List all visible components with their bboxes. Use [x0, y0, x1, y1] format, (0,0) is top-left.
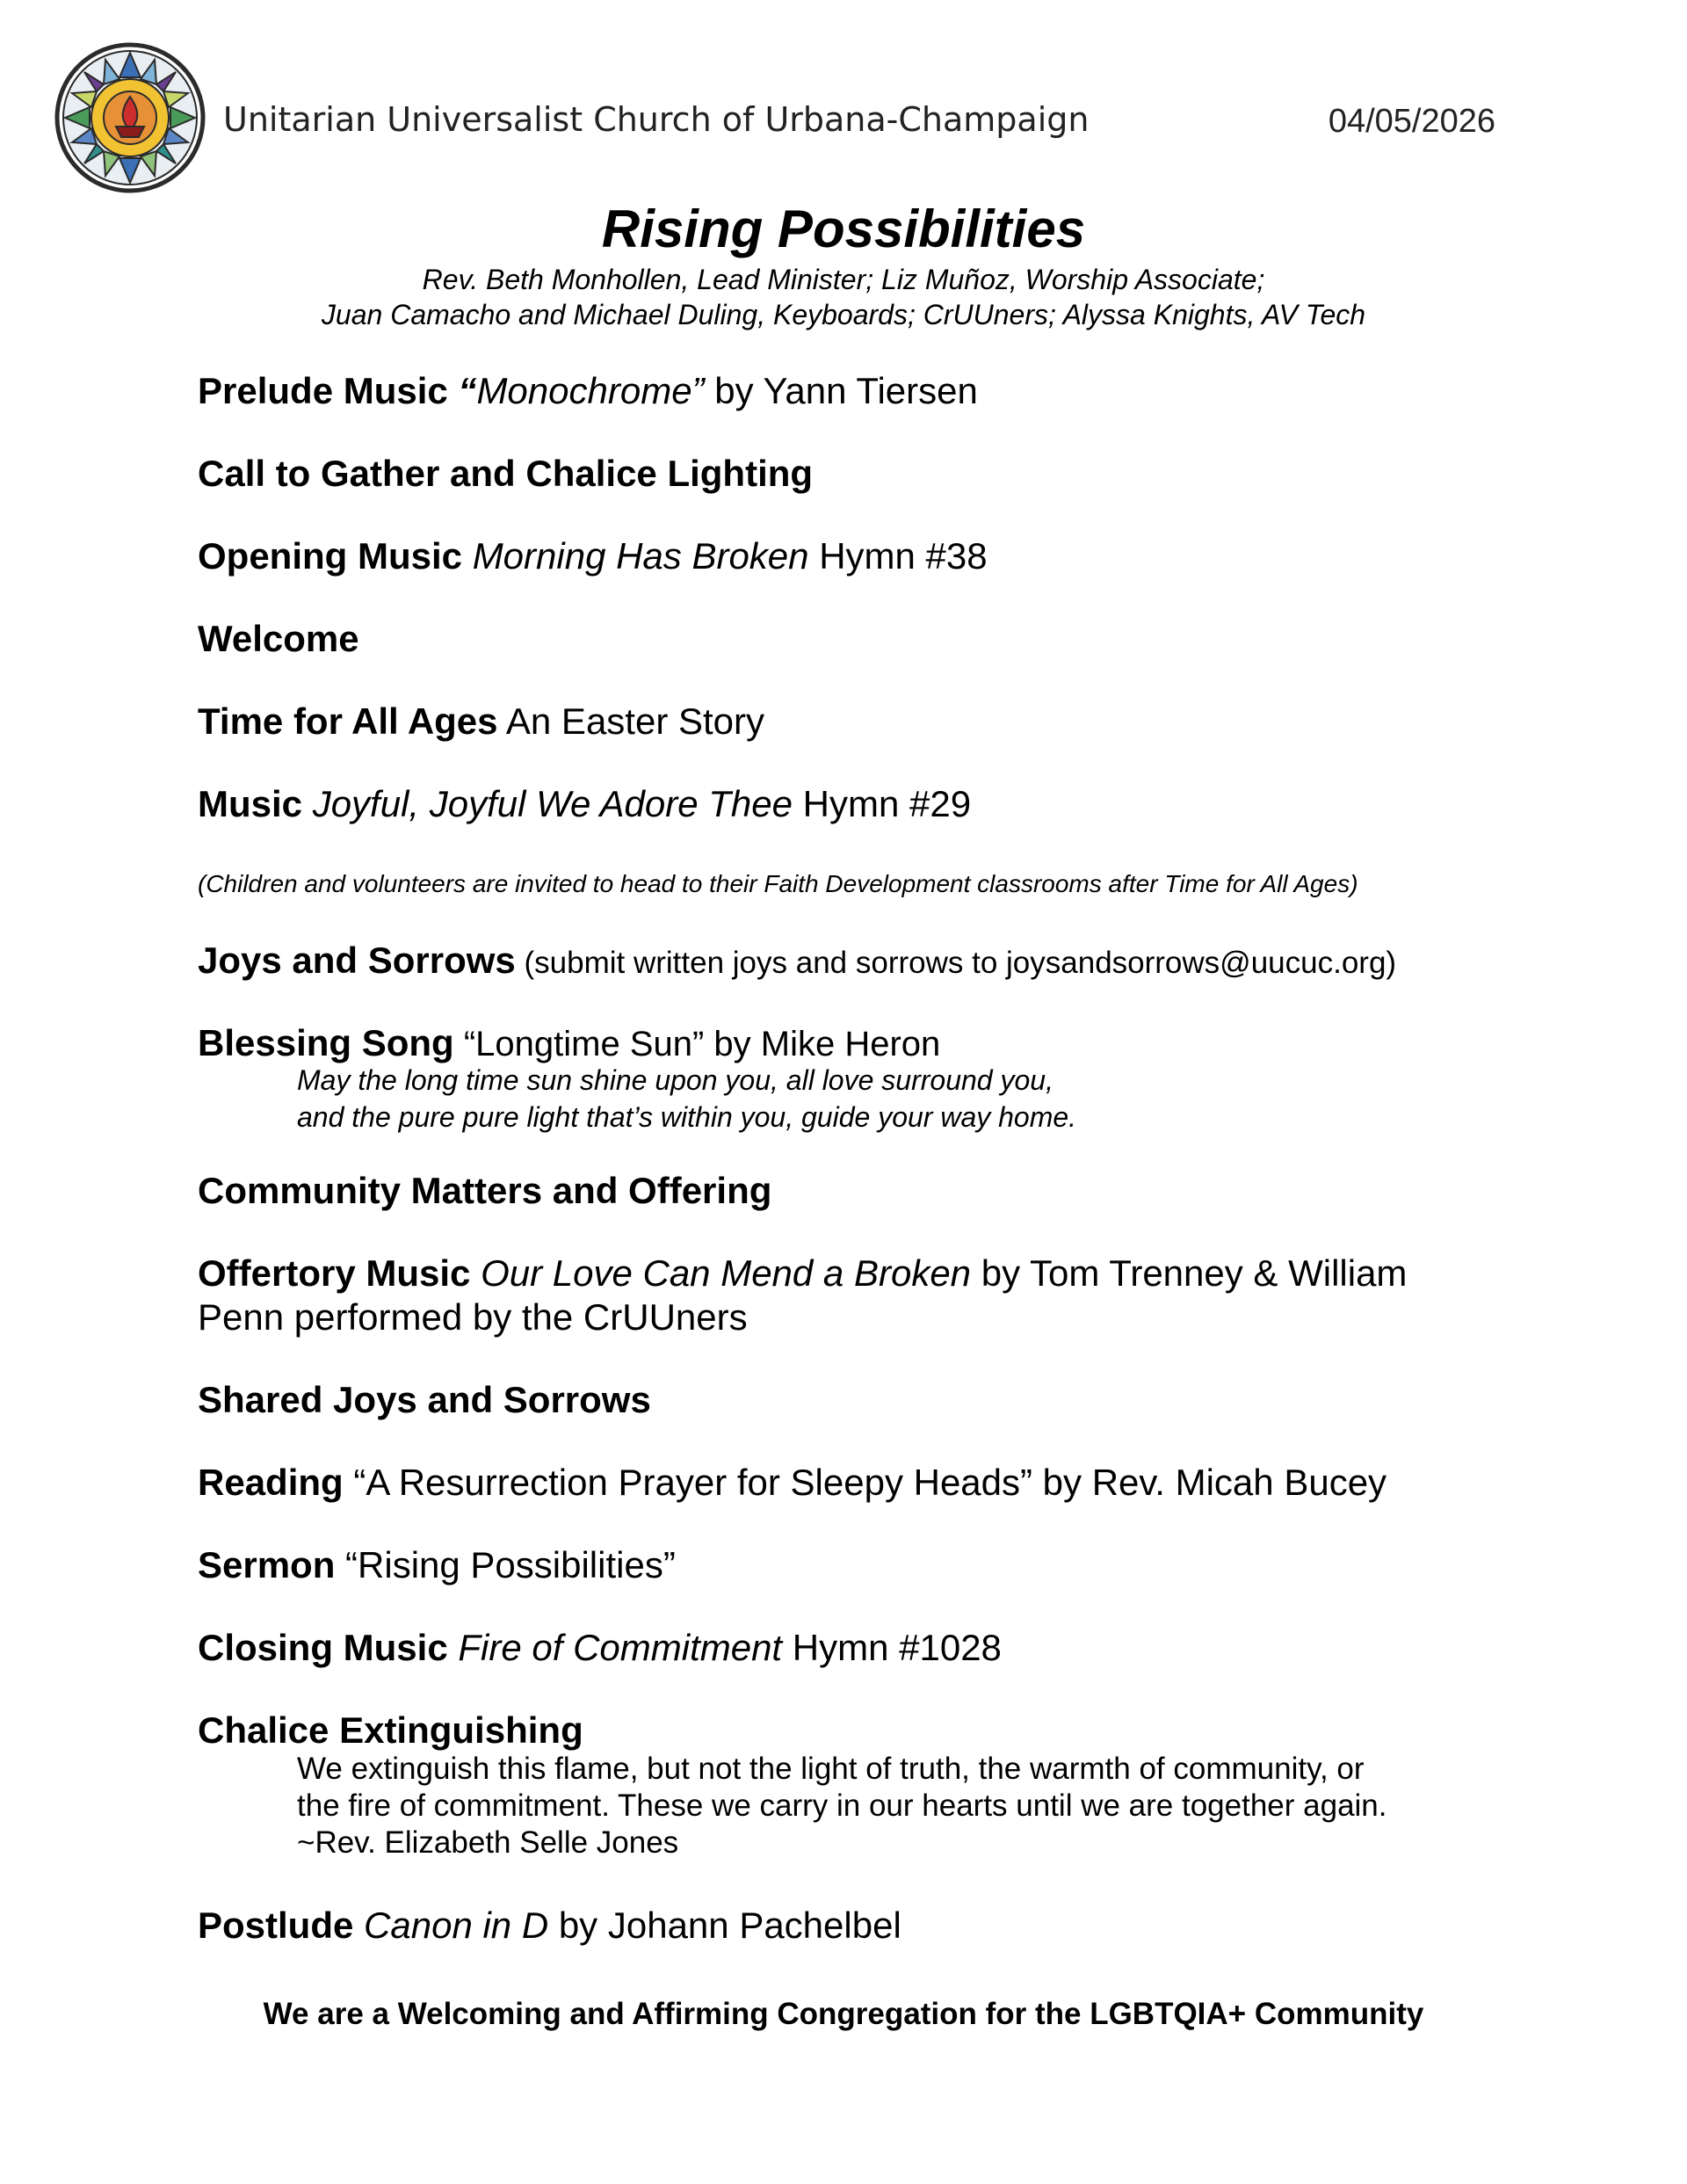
item-label: Reading: [198, 1462, 344, 1503]
order-item-shared-joys: [198, 1378, 1516, 1422]
order-item-opening-music: [198, 534, 1516, 578]
item-label: Opening Music: [198, 535, 463, 577]
welcoming-statement: We are a Welcoming and Affirming Congregation for the LGBTQIA+ Community: [263, 1997, 1424, 2031]
credits-line: Rev. Beth Monhollen, Lead Minister; Liz Muñoz, Worship Associate;: [422, 264, 1265, 295]
order-item-offertory-music: [198, 1252, 1516, 1339]
order-item-community-matters: [198, 1169, 1516, 1213]
item-label: Prelude Music: [198, 370, 448, 411]
order-item-blessing-song: [198, 1021, 1516, 1066]
item-detail: “Longtime Sun” by Mike Heron: [453, 1025, 941, 1063]
service-credits: [0, 262, 1687, 332]
item-detail: by Johann Pachelbel: [548, 1905, 901, 1946]
item-label: Blessing Song: [198, 1022, 454, 1063]
order-item-call-to-gather: [198, 452, 1516, 496]
item-title: Our Love Can Mend a Broken: [481, 1252, 972, 1294]
item-label: Call to Gather and Chalice Lighting: [198, 453, 814, 494]
lyrics-line: and the pure pure light that’s within you, guide your way home.: [297, 1101, 1077, 1133]
order-item-prelude: [198, 369, 1516, 413]
service-date: 04/05/2026: [1328, 103, 1495, 140]
item-label: Music: [198, 783, 303, 824]
children-note: (Children and volunteers are invited to head to their Faith Development classrooms after Time for All Ages): [198, 870, 1358, 897]
item-title: Joyful, Joyful We Adore Thee: [312, 783, 793, 824]
item-label: Community Matters and Offering: [198, 1170, 772, 1211]
item-title: Fire of Commitment: [458, 1627, 783, 1668]
order-item-reading: [198, 1461, 1516, 1505]
chalice-extinguishing-words: [297, 1751, 1527, 1861]
item-label: Welcome: [198, 618, 359, 659]
item-detail: “Rising Possibilities”: [335, 1544, 676, 1585]
item-label: Offertory Music: [198, 1252, 471, 1294]
item-title: Monochrome”: [476, 370, 705, 411]
stained-glass-chalice-logo-icon: [54, 42, 206, 193]
header: [54, 42, 1495, 200]
item-detail: by Tom Trenney & William: [971, 1252, 1408, 1294]
words-line: the fire of commitment. These we carry in our hearts until we are together again.: [297, 1789, 1387, 1823]
order-item-postlude: [198, 1904, 1516, 1948]
item-title: Morning Has Broken: [472, 535, 809, 577]
order-item-time-for-all-ages: [198, 700, 1516, 744]
order-item-welcome: [198, 617, 1516, 661]
item-label: Chalice Extinguishing: [198, 1709, 583, 1751]
order-item-chalice-extinguishing: [198, 1709, 1516, 1752]
item-detail: by Yann Tiersen: [704, 370, 978, 411]
lyrics-line: May the long time sun shine upon you, all love surround you,: [297, 1064, 1053, 1096]
words-line: We extinguish this flame, but not the light of truth, the warmth of community, or: [297, 1752, 1365, 1786]
item-label: Shared Joys and Sorrows: [198, 1379, 651, 1420]
item-label: Joys and Sorrows: [198, 940, 516, 981]
item-label: Sermon: [198, 1544, 336, 1585]
church-name: Unitarian Universalist Church of Urbana-Champaign: [223, 100, 1090, 139]
item-quote-open: “: [458, 370, 477, 411]
item-title: Canon in D: [364, 1905, 549, 1946]
item-detail: Hymn #29: [792, 783, 972, 824]
order-item-music: [198, 782, 1516, 826]
item-label: Postlude: [198, 1905, 354, 1946]
order-item-sermon: [198, 1543, 1516, 1587]
item-detail: “A Resurrection Prayer for Sleepy Heads” by Rev. Micah Bucey: [343, 1462, 1387, 1503]
item-detail-continued: Penn performed by the CrUUners: [198, 1296, 748, 1338]
item-detail: Hymn #1028: [782, 1627, 1002, 1668]
item-label: Closing Music: [198, 1627, 448, 1668]
item-detail: (submit written joys and sorrows to joysandsorrows@uucuc.org): [515, 946, 1397, 980]
item-detail: Hymn #38: [808, 535, 988, 577]
order-item-closing-music: [198, 1626, 1516, 1670]
blessing-song-lyrics: [297, 1062, 1527, 1136]
page-title: Rising Possibilities: [601, 200, 1086, 258]
words-line: ~Rev. Elizabeth Selle Jones: [297, 1825, 679, 1860]
credits-line: Juan Camacho and Michael Duling, Keyboards; CrUUners; Alyssa Knights, AV Tech: [321, 299, 1366, 330]
item-detail: An Easter Story: [497, 700, 765, 742]
order-item-joys-and-sorrows: [198, 939, 1516, 985]
item-label: Time for All Ages: [198, 700, 498, 742]
